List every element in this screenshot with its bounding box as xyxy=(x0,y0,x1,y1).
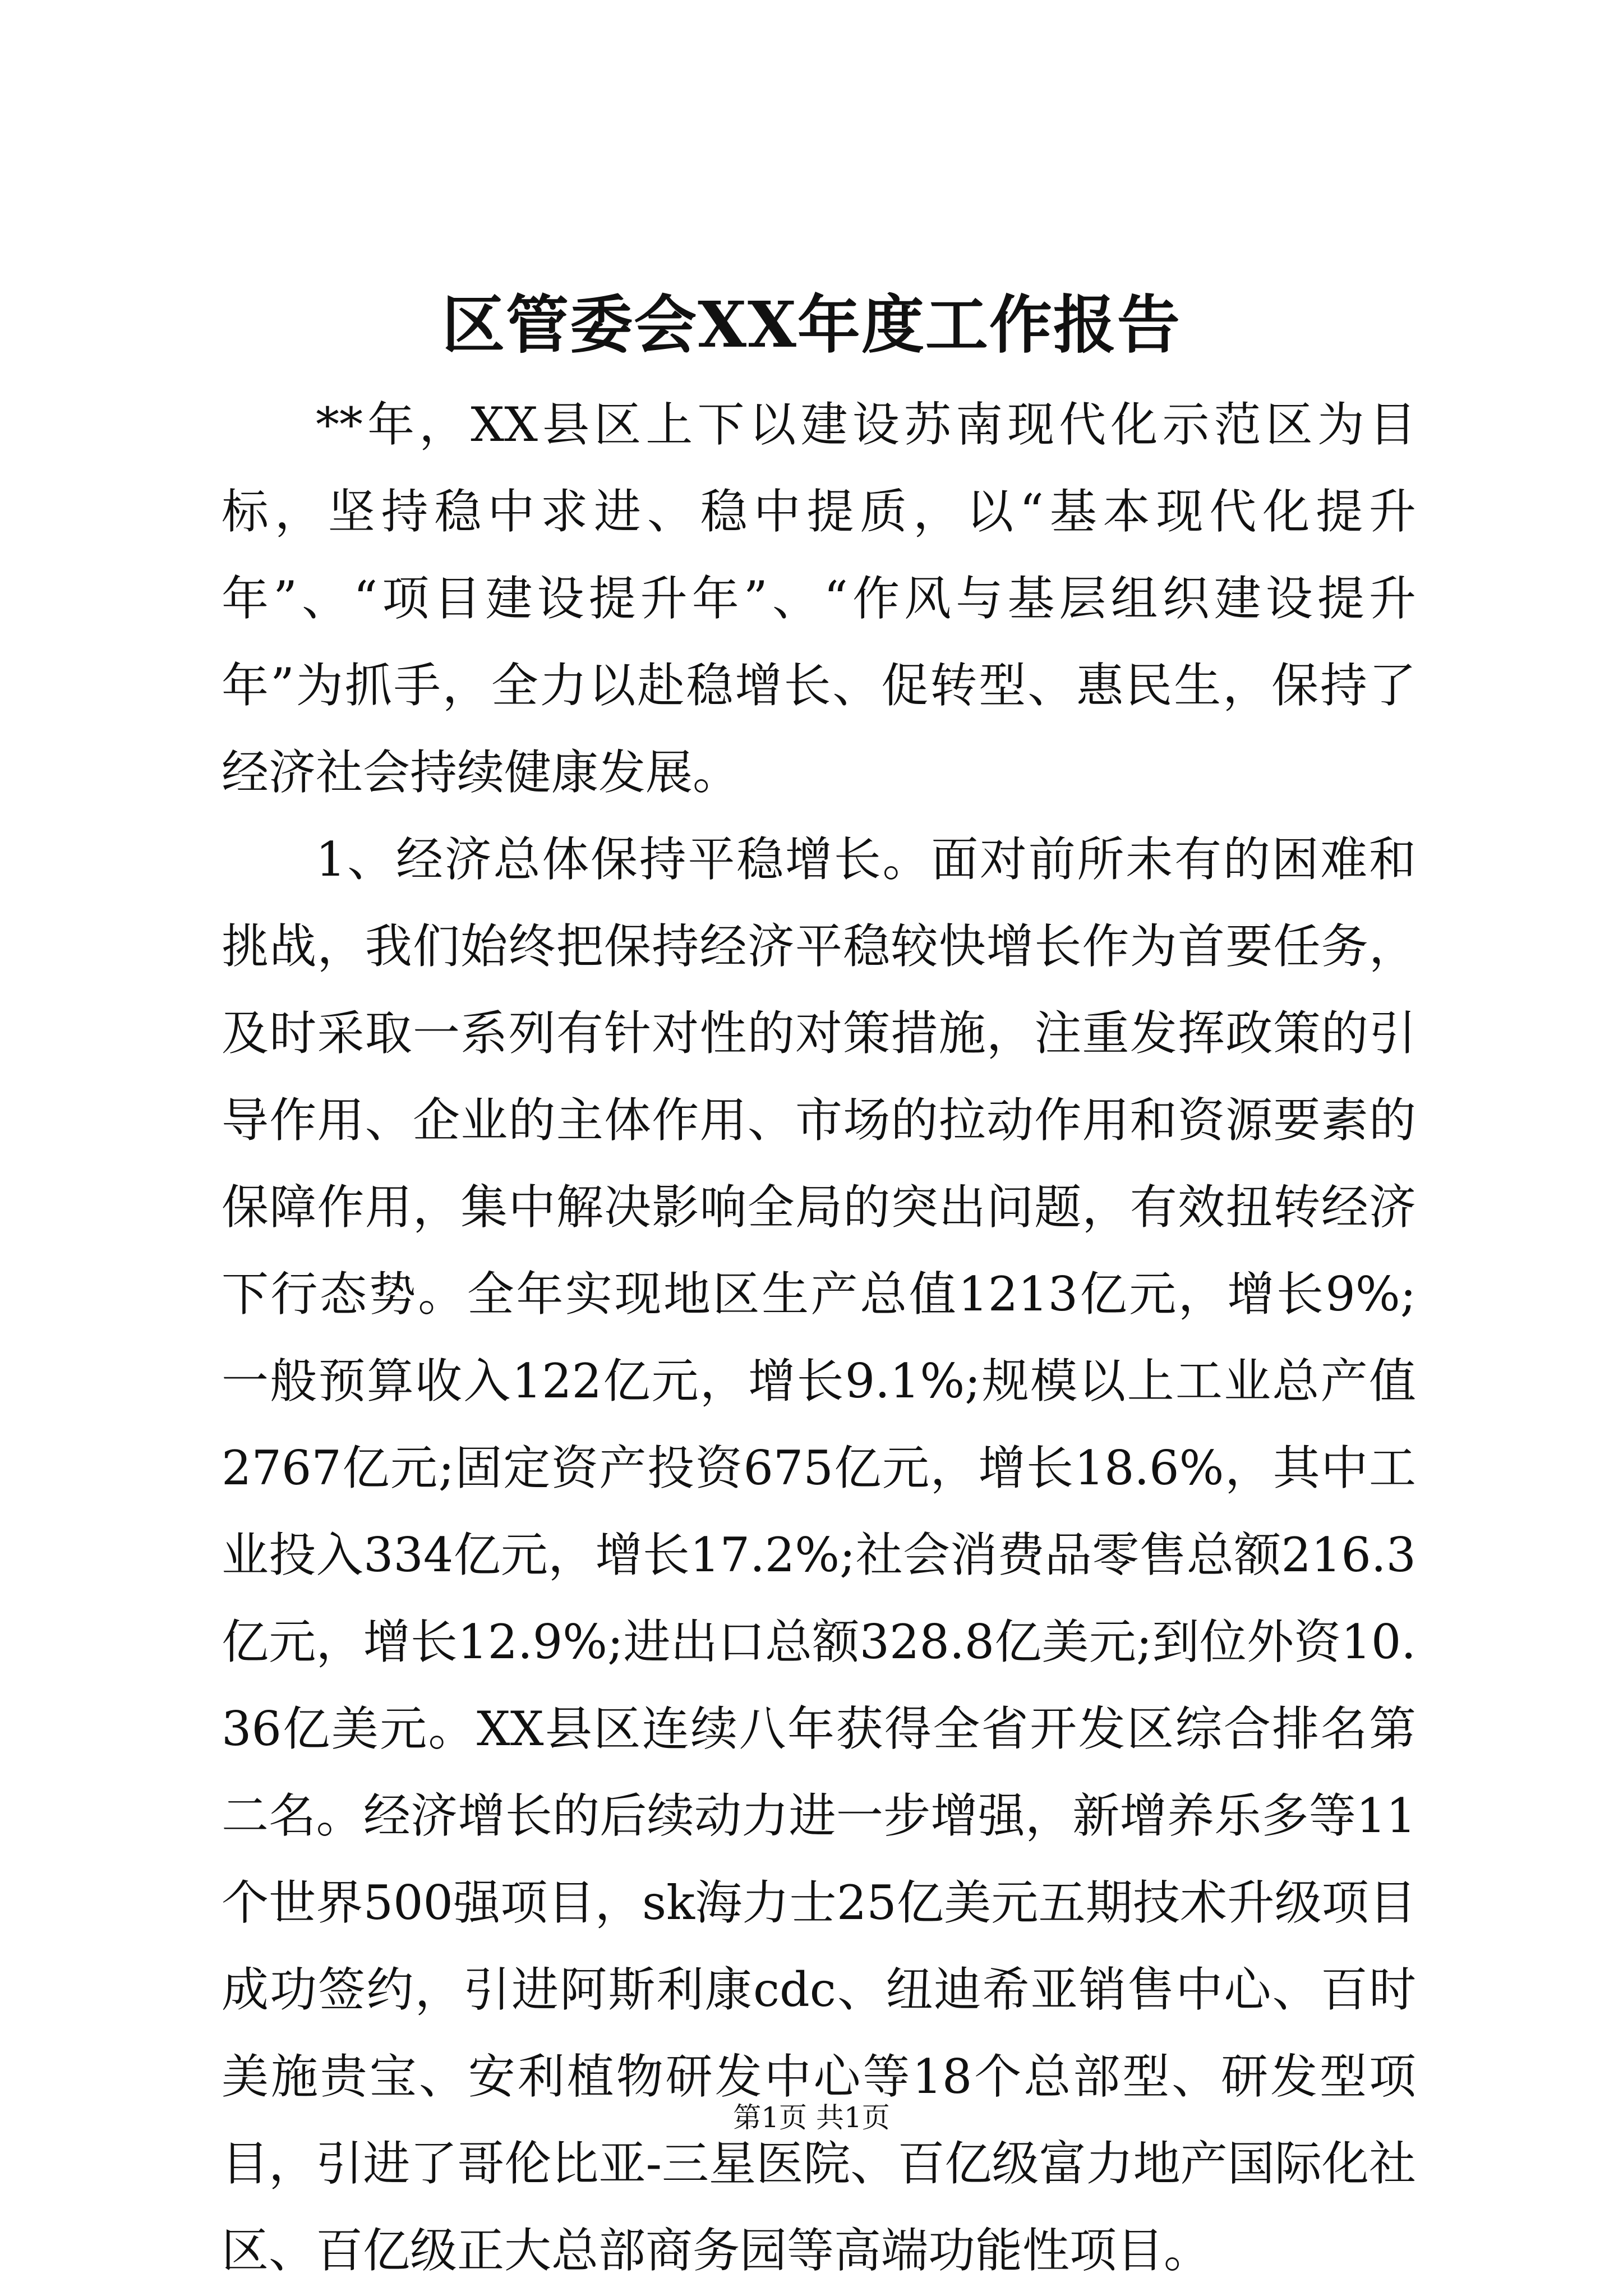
paragraph-economy: 1、经济总体保持平稳增长。面对前所未有的困难和挑战，我们始终把保持经济平稳较快增长作为首要任务，及时采取一系列有针对性的对策措施，注重发挥政策的引导作用、企业的主体作用、市场的拉动作用和资源要素的保障作用，集中解决影响全局的突出问题，有效扭转经济下行态势。全年实现地区生产总值1213亿元，增长9%;一般预算收入122亿元，增长9.1%;规模以上工业总产值2767亿元;固定资产投资675亿元，增长18.6%，其中工业投入334亿元，增长17.2%;社会消费品零售总额216.3亿元，增长12.9%;进出口总额328.8亿美元;到位外资10.36亿美元。XX县区连续八年获得全省开发区综合排名第二名。经济增长的后续动力进一步增强，新增养乐多等11个世界500强项目，sk海力士25亿美元五期技术升级项目成功签约，引进阿斯利康cdc、纽迪希亚销售中心、百时美施贵宝、安利植物研发中心等18个总部型、研发型项目，引进了哥伦比亚-三星医院、百亿级富力地产国际化社区、百亿级正大总部商务园等高端功能性项目。 xyxy=(222,832,1416,2278)
document-body xyxy=(222,381,1416,2294)
paragraph-intro: **年，XX县区上下以建设苏南现代化示范区为目标，坚持稳中求进、稳中提质，以“基本现代化提升年”、“项目建设提升年”、“作风与基层组织建设提升年”为抓手，全力以赴稳增长、促转型、惠民生，保持了经济社会持续健康发展。 xyxy=(222,397,1416,800)
document-title: 区管委会XX年度工作报告 xyxy=(442,288,1181,362)
page-footer: 第1页 共1页 xyxy=(733,2101,890,2134)
